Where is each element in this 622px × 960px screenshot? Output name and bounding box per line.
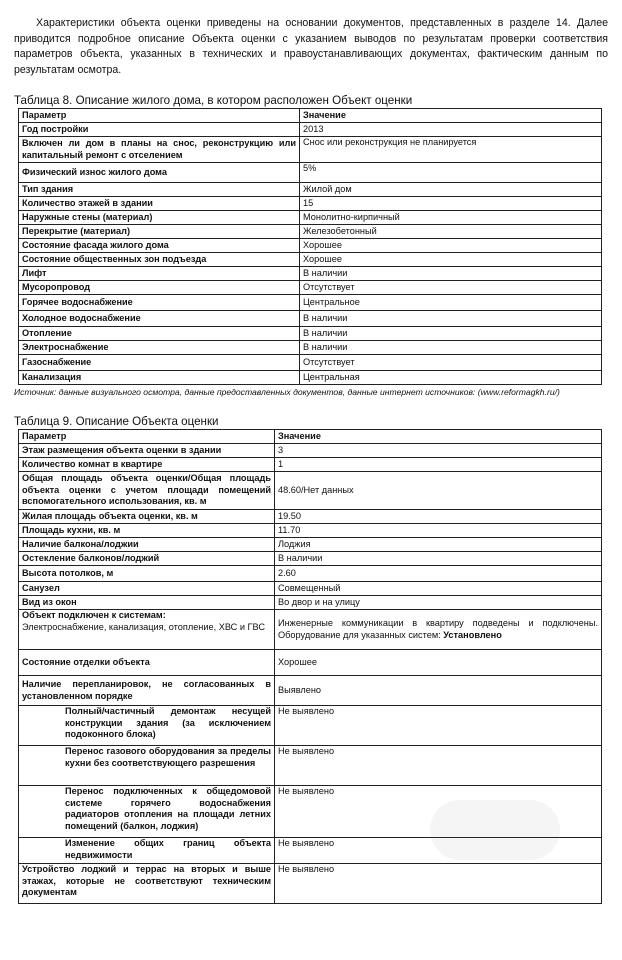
table-row — [19, 239, 602, 253]
row-param: Остекление балконов/лоджий — [19, 552, 275, 566]
row-param: Количество этажей в здании — [19, 197, 300, 211]
row-value: Не выявлено — [275, 746, 602, 786]
table-row — [19, 650, 602, 676]
row-param: Наличие балкона/лоджии — [19, 538, 275, 552]
row-value: Центральное — [300, 295, 602, 311]
row-value: Хорошее — [300, 239, 602, 253]
table-row — [19, 281, 602, 295]
row-value: Отсутствует — [300, 281, 602, 295]
row-param: Перенос газового оборудования за пределы кухни без соответствующего разрешения — [19, 746, 275, 786]
row-param: Электроснабжение — [19, 341, 300, 355]
table9-caption: Таблица 9. Описание Объекта оценки — [14, 415, 219, 428]
row-value-bold: Установлено — [443, 629, 502, 640]
row-value: Жилой дом — [300, 183, 602, 197]
row-param: Количество комнат в квартире — [19, 458, 275, 472]
row-param: Перенос подключенных к общедомовой системе горячего водоснабжения радиаторов отопления на площади летних помещений (балкон, лоджия) — [19, 786, 275, 838]
row-value: В наличии — [275, 552, 602, 566]
row-param: Высота потолков, м — [19, 566, 275, 582]
table-row — [19, 524, 602, 538]
row-param-sub: Электроснабжение, канализация, отопление, ХВС и ГВС — [22, 621, 265, 632]
row-value: Во двор и на улицу — [275, 596, 602, 610]
header-value: Значение — [300, 109, 602, 123]
row-value: Монолитно-кирпичный — [300, 211, 602, 225]
table-row — [19, 610, 602, 650]
row-value: 5% — [300, 163, 602, 183]
row-param: Санузел — [19, 582, 275, 596]
row-value: В наличии — [300, 327, 602, 341]
table-row — [19, 582, 602, 596]
row-value: 2013 — [300, 123, 602, 137]
table-row — [19, 311, 602, 327]
row-param: Этаж размещения объекта оценки в здании — [19, 444, 275, 458]
table-row — [19, 123, 602, 137]
row-value: 48.60/Нет данных — [275, 472, 602, 510]
row-param: Канализация — [19, 371, 300, 385]
row-param: Физический износ жилого дома — [19, 163, 300, 183]
row-value: Не выявлено — [275, 864, 602, 904]
table-row — [19, 864, 602, 904]
row-value: Инженерные коммуникации в квартиру подведены и подключены. Оборудование для указанных систем: — [278, 618, 598, 640]
table-row — [19, 267, 602, 281]
table-row — [19, 552, 602, 566]
row-param: Горячее водоснабжение — [19, 295, 300, 311]
table-row — [19, 197, 602, 211]
row-param: Площадь кухни, кв. м — [19, 524, 275, 538]
row-param: Перекрытие (материал) — [19, 225, 300, 239]
row-param: Общая площадь объекта оценки/Общая площадь объекта оценки с учетом площади помещений вспомогательного использования, кв. м — [19, 472, 275, 510]
row-value: Лоджия — [275, 538, 602, 552]
table-row — [19, 538, 602, 552]
table-row — [19, 510, 602, 524]
table-row — [19, 225, 602, 239]
row-value-systems — [275, 610, 602, 650]
row-param: Мусоропровод — [19, 281, 300, 295]
row-param: Устройство лоджий и террас на вторых и выше этажах, которые не соответствуют техническим документам — [19, 864, 275, 904]
row-param: Лифт — [19, 267, 300, 281]
row-param: Холодное водоснабжение — [19, 311, 300, 327]
row-value: Хорошее — [275, 650, 602, 676]
intro-paragraph: Характеристики объекта оценки приведены на основании документов, представленных в разделе 14. Далее приводится подробное описание Объекта оценки с указанием выводов по результатам проверки соответствия параметров объекта, указанных в технических и правоустанавливающих документах, фактическим данным по результатам осмотра. — [14, 17, 608, 76]
row-value: Железобетонный — [300, 225, 602, 239]
table-row — [19, 341, 602, 355]
table8 — [18, 108, 602, 385]
watermark — [430, 800, 560, 860]
row-value: Не выявлено — [275, 706, 602, 746]
row-param: Состояние фасада жилого дома — [19, 239, 300, 253]
table-row — [19, 253, 602, 267]
table-row — [19, 371, 602, 385]
row-value: 19.50 — [275, 510, 602, 524]
table8-caption: Таблица 8. Описание жилого дома, в котором расположен Объект оценки — [14, 94, 413, 107]
row-param-systems — [19, 610, 275, 650]
table-header-row — [19, 109, 602, 123]
row-value: 3 — [275, 444, 602, 458]
table8-source-note: Источник: данные визуального осмотра, данные предоставленных документов, данные интернет источников: (www.reformagkh.ru/) — [14, 387, 560, 397]
table-row — [19, 163, 602, 183]
table-row — [19, 183, 602, 197]
table-row — [19, 355, 602, 371]
row-value: Выявлено — [275, 676, 602, 706]
row-param: Включен ли дом в планы на снос, реконструкцию или капитальный ремонт с отселением — [19, 137, 300, 163]
row-param: Тип здания — [19, 183, 300, 197]
row-param: Год постройки — [19, 123, 300, 137]
table-row — [19, 295, 602, 311]
header-param: Параметр — [19, 430, 275, 444]
table-row — [19, 596, 602, 610]
row-value: 15 — [300, 197, 602, 211]
row-value: В наличии — [300, 267, 602, 281]
table-row — [19, 676, 602, 706]
row-value: Не выявлено — [275, 838, 602, 864]
table-row — [19, 706, 602, 746]
table-header-row — [19, 430, 602, 444]
row-param: Жилая площадь объекта оценки, кв. м — [19, 510, 275, 524]
row-value: Отсутствует — [300, 355, 602, 371]
row-param: Состояние отделки объекта — [19, 650, 275, 676]
row-value: Хорошее — [300, 253, 602, 267]
row-param: Полный/частичный демонтаж несущей конструкции здания (за исключением подоконного блока) — [19, 706, 275, 746]
row-param: Наружные стены (материал) — [19, 211, 300, 225]
row-param: Наличие перепланировок, не согласованных в установленном порядке — [19, 676, 275, 706]
row-param: Вид из окон — [19, 596, 275, 610]
row-value: Не выявлено — [275, 786, 602, 838]
header-param: Параметр — [19, 109, 300, 123]
row-value: Центральная — [300, 371, 602, 385]
row-param: Объект подключен к системам: — [22, 610, 166, 620]
row-value: Снос или реконструкция не планируется — [300, 137, 602, 163]
table-row — [19, 566, 602, 582]
table-row — [19, 211, 602, 225]
row-param: Отопление — [19, 327, 300, 341]
table-row — [19, 444, 602, 458]
row-value: 1 — [275, 458, 602, 472]
table-row — [19, 327, 602, 341]
row-value: В наличии — [300, 311, 602, 327]
table-row — [19, 746, 602, 786]
row-param: Состояние общественных зон подъезда — [19, 253, 300, 267]
row-value: 11.70 — [275, 524, 602, 538]
table-row — [19, 472, 602, 510]
row-param: Изменение общих границ объекта недвижимости — [19, 838, 275, 864]
row-value: В наличии — [300, 341, 602, 355]
row-param: Газоснабжение — [19, 355, 300, 371]
table-row — [19, 458, 602, 472]
row-value: Совмещенный — [275, 582, 602, 596]
header-value: Значение — [275, 430, 602, 444]
table-row — [19, 137, 602, 163]
row-value: 2.60 — [275, 566, 602, 582]
